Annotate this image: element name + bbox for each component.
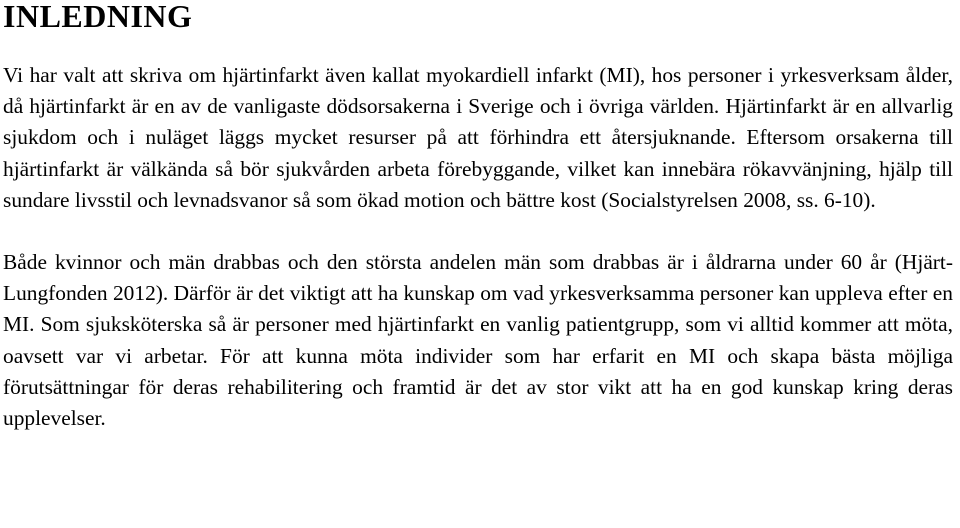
paragraph-second: Både kvinnor och män drabbas och den största andelen män som drabbas är i åldrarna under 60 år (Hjärt- Lungfonden 2012). Därför är det viktigt att ha kunskap om vad yrkesverksamma personer kan uppleva efter en MI. Som sjuksköterska så är personer med hjärtinfarkt en vanlig patientgrupp, som vi alltid kommer att möta, oavsett var vi arbetar. För att kunna möta individer som har erfarit en MI och skapa bästa möjliga förutsättningar för deras rehabilitering och framtid är det av stor vikt att ha en god kunskap kring deras upplevelser. — [3, 250, 953, 431]
document-page — [3, 0, 953, 434]
paragraph-intro: Vi har valt att skriva om hjärtinfarkt även kallat myokardiell infarkt (MI), hos personer i yrkesverksam ålder, då hjärtinfarkt är en av de vanligaste dödsorsakerna i Sverige och i övriga världen. Hjärtinfarkt är en allvarlig sjukdom och i nuläget läggs mycket resurser på att förhindra ett återsjuknande. Eftersom orsakerna till hjärtinfarkt är välkända så bör sjukvården arbeta förebyggande, vilket kan innebära rökavvänjning, hjälp till sundare livsstil och levnadsvanor så som ökad motion och bättre kost (Socialstyrelsen 2008, ss. 6-10). — [3, 63, 953, 212]
section-heading: INLEDNING — [3, 0, 193, 34]
